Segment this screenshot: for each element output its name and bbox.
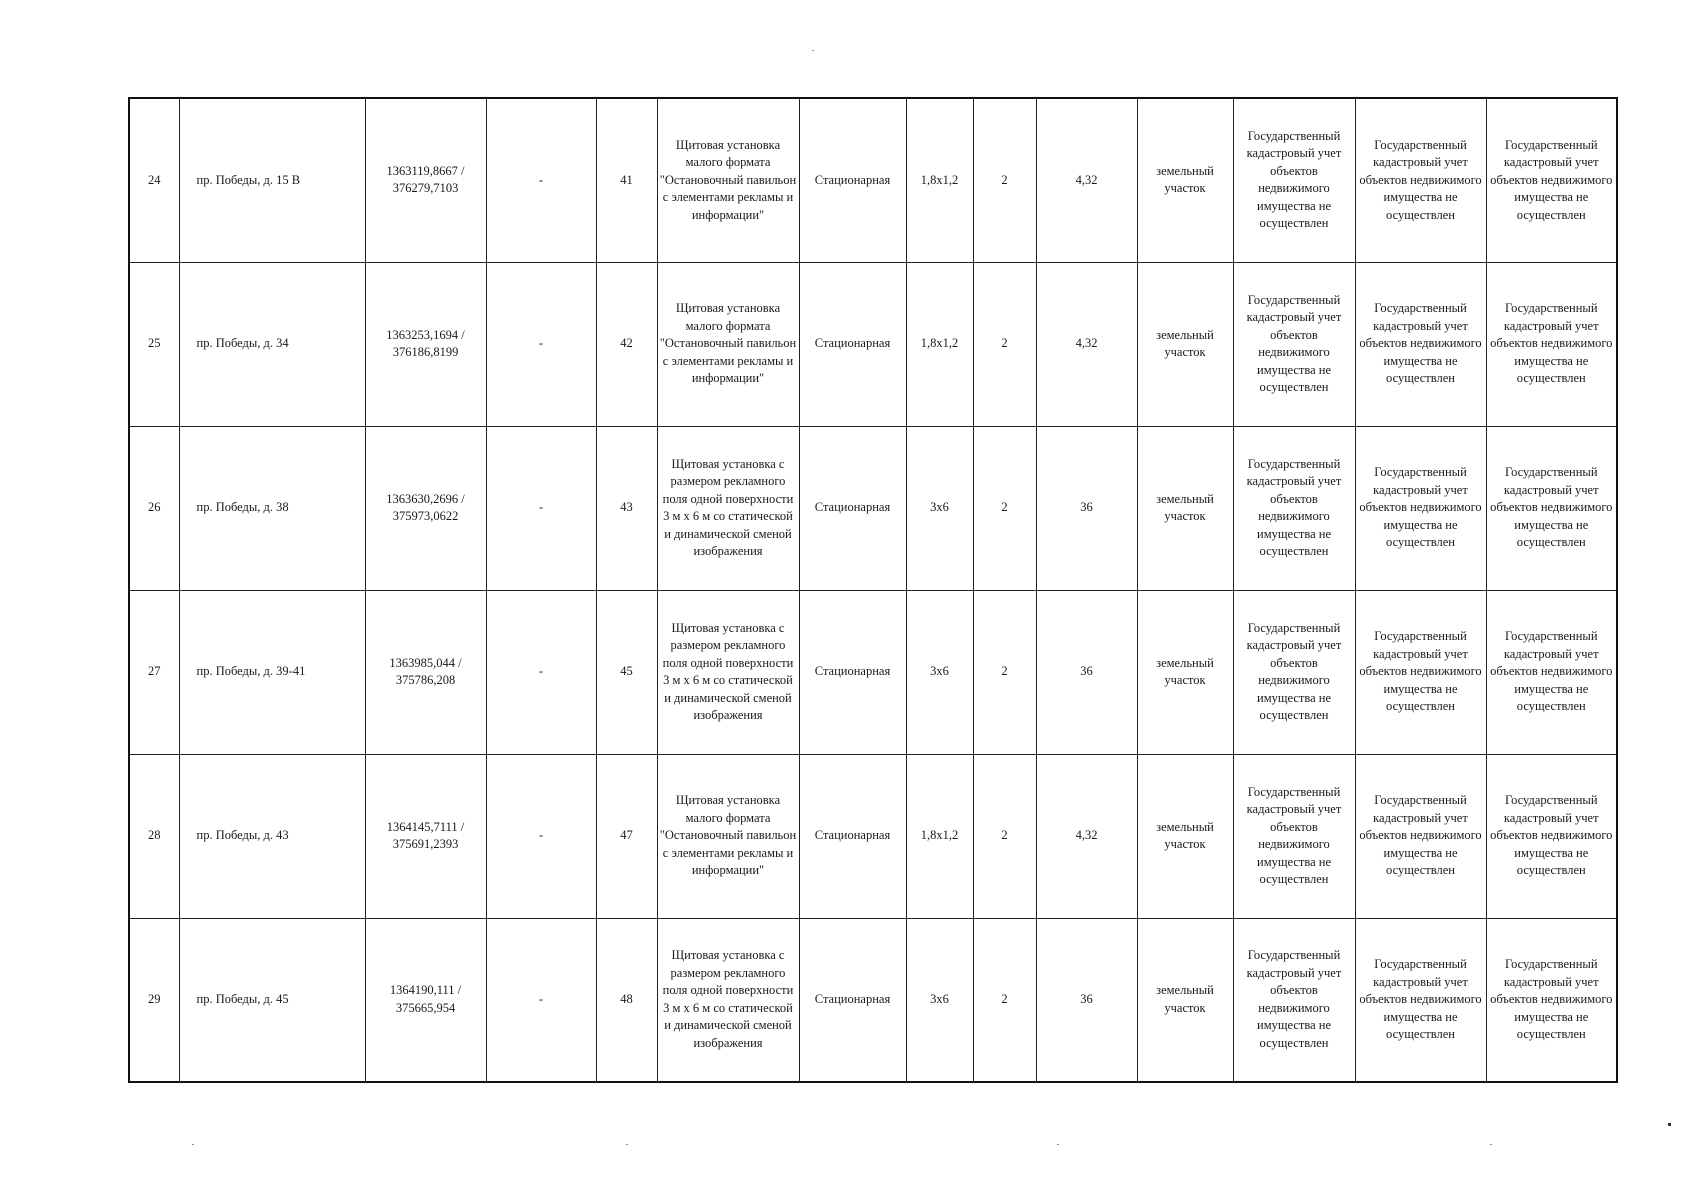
empty-value-cell: - [486, 262, 596, 426]
address-cell: пр. Победы, д. 43 [179, 754, 365, 918]
structure-type-cell: Щитовая установка с размером рекламного поля одной поверхности 3 м х 6 м со статической и динамической сменой изображения [657, 590, 799, 754]
area-cell: 4,32 [1036, 262, 1137, 426]
size-cell: 3х6 [906, 590, 973, 754]
structure-id-cell: 47 [596, 754, 657, 918]
cadastral-status-cell: Государственный кадастровый учет объектов недвижимого имущества не осуществлен [1486, 754, 1617, 918]
table-row [129, 426, 1617, 590]
row-number-cell: 27 [129, 590, 179, 754]
scan-speck [626, 1144, 628, 1145]
cadastral-status-cell: Государственный кадастровый учет объектов недвижимого имущества не осуществлен [1355, 918, 1486, 1082]
address-cell: пр. Победы, д. 38 [179, 426, 365, 590]
area-cell: 4,32 [1036, 754, 1137, 918]
coordinates-cell: 1363253,1694 / 376186,8199 [365, 262, 486, 426]
structure-id-cell: 48 [596, 918, 657, 1082]
area-cell: 36 [1036, 426, 1137, 590]
structure-kind-cell: Стационарная [799, 918, 906, 1082]
size-cell: 1,8х1,2 [906, 98, 973, 262]
row-number-cell: 25 [129, 262, 179, 426]
size-cell: 3х6 [906, 426, 973, 590]
scan-speck [1490, 1144, 1492, 1145]
cadastral-status-cell: Государственный кадастровый учет объектов недвижимого имущества не осуществлен [1233, 754, 1355, 918]
table-row [129, 98, 1617, 262]
size-cell: 3х6 [906, 918, 973, 1082]
size-cell: 1,8х1,2 [906, 262, 973, 426]
row-number-cell: 28 [129, 754, 179, 918]
area-cell: 36 [1036, 590, 1137, 754]
row-number-cell: 26 [129, 426, 179, 590]
structure-id-cell: 41 [596, 98, 657, 262]
empty-value-cell: - [486, 98, 596, 262]
cadastral-status-cell: Государственный кадастровый учет объектов недвижимого имущества не осуществлен [1355, 98, 1486, 262]
scan-speck [812, 50, 814, 51]
structure-kind-cell: Стационарная [799, 590, 906, 754]
area-cell: 36 [1036, 918, 1137, 1082]
structure-id-cell: 42 [596, 262, 657, 426]
structure-kind-cell: Стационарная [799, 754, 906, 918]
sides-count-cell: 2 [973, 754, 1036, 918]
structure-type-cell: Щитовая установка малого формата "Остановочный павильон с элементами рекламы и информации" [657, 98, 799, 262]
address-cell: пр. Победы, д. 39-41 [179, 590, 365, 754]
structure-id-cell: 45 [596, 590, 657, 754]
sides-count-cell: 2 [973, 426, 1036, 590]
land-type-cell: земельный участок [1137, 98, 1233, 262]
land-type-cell: земельный участок [1137, 590, 1233, 754]
empty-value-cell: - [486, 426, 596, 590]
cadastral-status-cell: Государственный кадастровый учет объектов недвижимого имущества не осуществлен [1355, 754, 1486, 918]
cadastral-status-cell: Государственный кадастровый учет объектов недвижимого имущества не осуществлен [1233, 98, 1355, 262]
cadastral-status-cell: Государственный кадастровый учет объектов недвижимого имущества не осуществлен [1355, 426, 1486, 590]
cadastral-status-cell: Государственный кадастровый учет объектов недвижимого имущества не осуществлен [1486, 426, 1617, 590]
empty-value-cell: - [486, 754, 596, 918]
advertising-structures-table [128, 97, 1618, 1083]
coordinates-cell: 1363119,8667 / 376279,7103 [365, 98, 486, 262]
cadastral-status-cell: Государственный кадастровый учет объектов недвижимого имущества не осуществлен [1355, 590, 1486, 754]
cadastral-status-cell: Государственный кадастровый учет объектов недвижимого имущества не осуществлен [1486, 918, 1617, 1082]
land-type-cell: земельный участок [1137, 754, 1233, 918]
coordinates-cell: 1364190,111 / 375665,954 [365, 918, 486, 1082]
structure-kind-cell: Стационарная [799, 98, 906, 262]
scan-speck [1057, 1144, 1059, 1145]
structure-kind-cell: Стационарная [799, 426, 906, 590]
size-cell: 1,8х1,2 [906, 754, 973, 918]
cadastral-status-cell: Государственный кадастровый учет объектов недвижимого имущества не осуществлен [1486, 262, 1617, 426]
table-row [129, 262, 1617, 426]
structure-kind-cell: Стационарная [799, 262, 906, 426]
coordinates-cell: 1364145,7111 / 375691,2393 [365, 754, 486, 918]
cadastral-status-cell: Государственный кадастровый учет объектов недвижимого имущества не осуществлен [1486, 98, 1617, 262]
scan-speck [1668, 1123, 1671, 1126]
sides-count-cell: 2 [973, 590, 1036, 754]
cadastral-status-cell: Государственный кадастровый учет объектов недвижимого имущества не осуществлен [1486, 590, 1617, 754]
address-cell: пр. Победы, д. 15 В [179, 98, 365, 262]
cadastral-status-cell: Государственный кадастровый учет объектов недвижимого имущества не осуществлен [1233, 590, 1355, 754]
sides-count-cell: 2 [973, 98, 1036, 262]
scan-speck [192, 1144, 194, 1145]
cadastral-status-cell: Государственный кадастровый учет объектов недвижимого имущества не осуществлен [1233, 262, 1355, 426]
land-type-cell: земельный участок [1137, 262, 1233, 426]
land-type-cell: земельный участок [1137, 918, 1233, 1082]
coordinates-cell: 1363985,044 / 375786,208 [365, 590, 486, 754]
land-type-cell: земельный участок [1137, 426, 1233, 590]
structure-type-cell: Щитовая установка с размером рекламного поля одной поверхности 3 м х 6 м со статической и динамической сменой изображения [657, 918, 799, 1082]
row-number-cell: 29 [129, 918, 179, 1082]
cadastral-status-cell: Государственный кадастровый учет объектов недвижимого имущества не осуществлен [1355, 262, 1486, 426]
structure-type-cell: Щитовая установка малого формата "Остановочный павильон с элементами рекламы и информации" [657, 754, 799, 918]
area-cell: 4,32 [1036, 98, 1137, 262]
address-cell: пр. Победы, д. 45 [179, 918, 365, 1082]
table-row [129, 918, 1617, 1082]
structure-type-cell: Щитовая установка малого формата "Остановочный павильон с элементами рекламы и информации" [657, 262, 799, 426]
cadastral-status-cell: Государственный кадастровый учет объектов недвижимого имущества не осуществлен [1233, 918, 1355, 1082]
table-row [129, 754, 1617, 918]
structure-type-cell: Щитовая установка с размером рекламного поля одной поверхности 3 м х 6 м со статической и динамической сменой изображения [657, 426, 799, 590]
empty-value-cell: - [486, 590, 596, 754]
structure-id-cell: 43 [596, 426, 657, 590]
sides-count-cell: 2 [973, 918, 1036, 1082]
coordinates-cell: 1363630,2696 / 375973,0622 [365, 426, 486, 590]
sides-count-cell: 2 [973, 262, 1036, 426]
address-cell: пр. Победы, д. 34 [179, 262, 365, 426]
cadastral-status-cell: Государственный кадастровый учет объектов недвижимого имущества не осуществлен [1233, 426, 1355, 590]
table-row [129, 590, 1617, 754]
empty-value-cell: - [486, 918, 596, 1082]
row-number-cell: 24 [129, 98, 179, 262]
